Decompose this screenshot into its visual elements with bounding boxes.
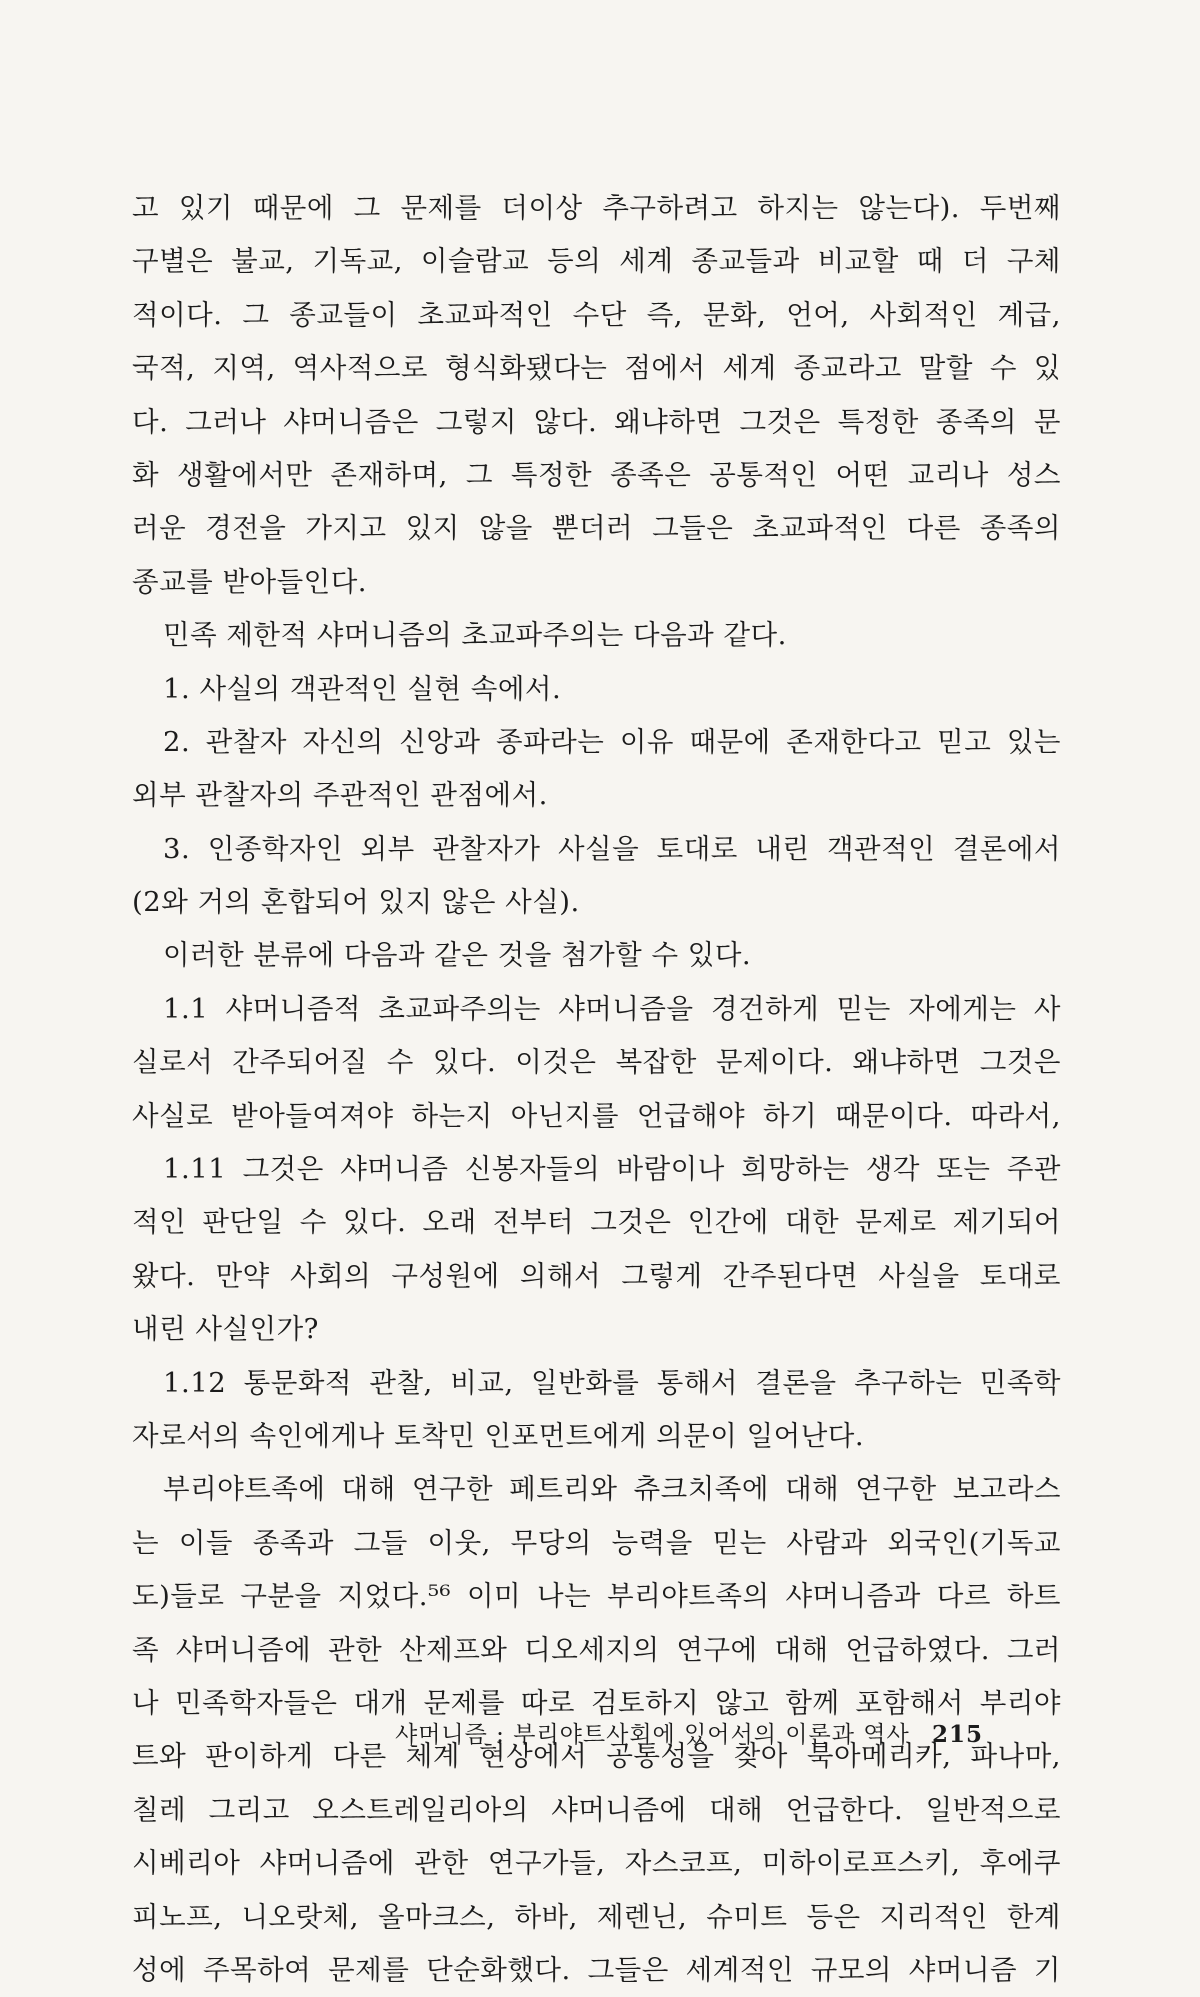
list-item: 1.11 그것은 샤머니즘 신봉자들의 바람이나 희망하는 생각 또는 주관: [163, 1153, 1061, 1186]
text-line: 피노프, 니오랏체, 올마크스, 하바, 제렌닌, 슈미트 등은 지리적인 한계: [132, 1900, 1061, 1933]
list-item: 1.1 샤머니즘적 초교파주의는 샤머니즘을 경건하게 믿는 자에게는 사: [163, 992, 1061, 1025]
text-line: 외부 관찰자의 주관적인 관점에서.: [132, 779, 548, 812]
text-line: (2와 거의 혼합되어 있지 않은 사실).: [132, 886, 580, 919]
list-item: 1. 사실의 객관적인 실현 속에서.: [163, 672, 562, 705]
text-line: 시베리아 샤머니즘에 관한 연구가들, 자스코프, 미하이로프스키, 후에쿠: [132, 1847, 1061, 1880]
text-line: 실로서 간주되어질 수 있다. 이것은 복잡한 문제이다. 왜냐하면 그것은: [132, 1046, 1061, 1079]
text-line: 화 생활에서만 존재하며, 그 특정한 종족은 공통적인 어떤 교리나 성스: [132, 458, 1061, 491]
list-item: 1.12 통문화적 관찰, 비교, 일반화를 통해서 결론을 추구하는 민족학: [163, 1366, 1061, 1399]
text-line: 적인 판단일 수 있다. 오래 전부터 그것은 인간에 대한 문제로 제기되어: [132, 1206, 1061, 1239]
list-item: 3. 인종학자인 외부 관찰자가 사실을 토대로 내린 객관적인 결론에서: [163, 832, 1061, 865]
text-line: 적이다. 그 종교들이 초교파적인 수단 즉, 문화, 언어, 사회적인 계급,: [132, 298, 1061, 331]
page-footer: [395, 1716, 1035, 1749]
running-title: 샤머니즘 : 부리야트사회에 있어서의 이론과 역사: [395, 1722, 910, 1748]
list-item: 2. 관찰자 자신의 신앙과 종파라는 이유 때문에 존재한다고 믿고 있는: [163, 725, 1061, 758]
text-line: 트와 판이하게 다른 체계 현상에서 공통성을 찾아 북아메리카, 파나마,: [132, 1740, 1061, 1773]
text-line: 내린 사실인가?: [132, 1313, 319, 1346]
text-line: 나 민족학자들은 대개 문제를 따로 검토하지 않고 함께 포함해서 부리야: [132, 1686, 1061, 1719]
text-line: 러운 경전을 가지고 있지 않을 뿐더러 그들은 초교파적인 다른 종족의: [132, 512, 1061, 545]
text-line: 민족 제한적 샤머니즘의 초교파주의는 다음과 같다.: [163, 619, 787, 652]
text-line: 사실로 받아들여져야 하는지 아닌지를 언급해야 하기 때문이다. 따라서,: [132, 1099, 1061, 1132]
text-line: 왔다. 만약 사회의 구성원에 의해서 그렇게 간주된다면 사실을 토대로: [132, 1259, 1061, 1292]
text-line: 칠레 그리고 오스트레일리아의 샤머니즘에 대해 언급한다. 일반적으로: [132, 1793, 1061, 1826]
text-line: 는 이들 종족과 그들 이웃, 무당의 능력을 믿는 사람과 외국인(기독교: [132, 1526, 1061, 1559]
text-line: 다. 그러나 샤머니즘은 그렇지 않다. 왜냐하면 그것은 특정한 종족의 문: [132, 405, 1061, 438]
text-line: 족 샤머니즘에 관한 산제프와 디오세지의 연구에 대해 언급하였다. 그러: [132, 1633, 1061, 1666]
text-line: 구별은 불교, 기독교, 이슬람교 등의 세계 종교들과 비교할 때 더 구체: [132, 245, 1061, 278]
text-line: 고 있기 때문에 그 문제를 더이상 추구하려고 하지는 않는다). 두번째: [132, 192, 1061, 224]
text-line: 부리야트족에 대해 연구한 페트리와 츄크치족에 대해 연구한 보고라스: [163, 1473, 1061, 1506]
page-number: 215: [931, 1721, 983, 1748]
text-line: 이러한 분류에 다음과 같은 것을 첨가할 수 있다.: [163, 939, 752, 972]
text-line: 국적, 지역, 역사적으로 형식화됐다는 점에서 세계 종교라고 말할 수 있: [132, 352, 1061, 385]
text-line: 도)들로 구분을 지었다.⁵⁶ 이미 나는 부리야트족의 샤머니즘과 다르 하트: [132, 1580, 1061, 1613]
text-line: 자로서의 속인에게나 토착민 인포먼트에게 의문이 일어난다.: [132, 1419, 865, 1452]
text-line: 종교를 받아들인다.: [132, 565, 368, 598]
text-line: 성에 주목하여 문제를 단순화했다. 그들은 세계적인 규모의 샤머니즘 기: [132, 1953, 1061, 1986]
